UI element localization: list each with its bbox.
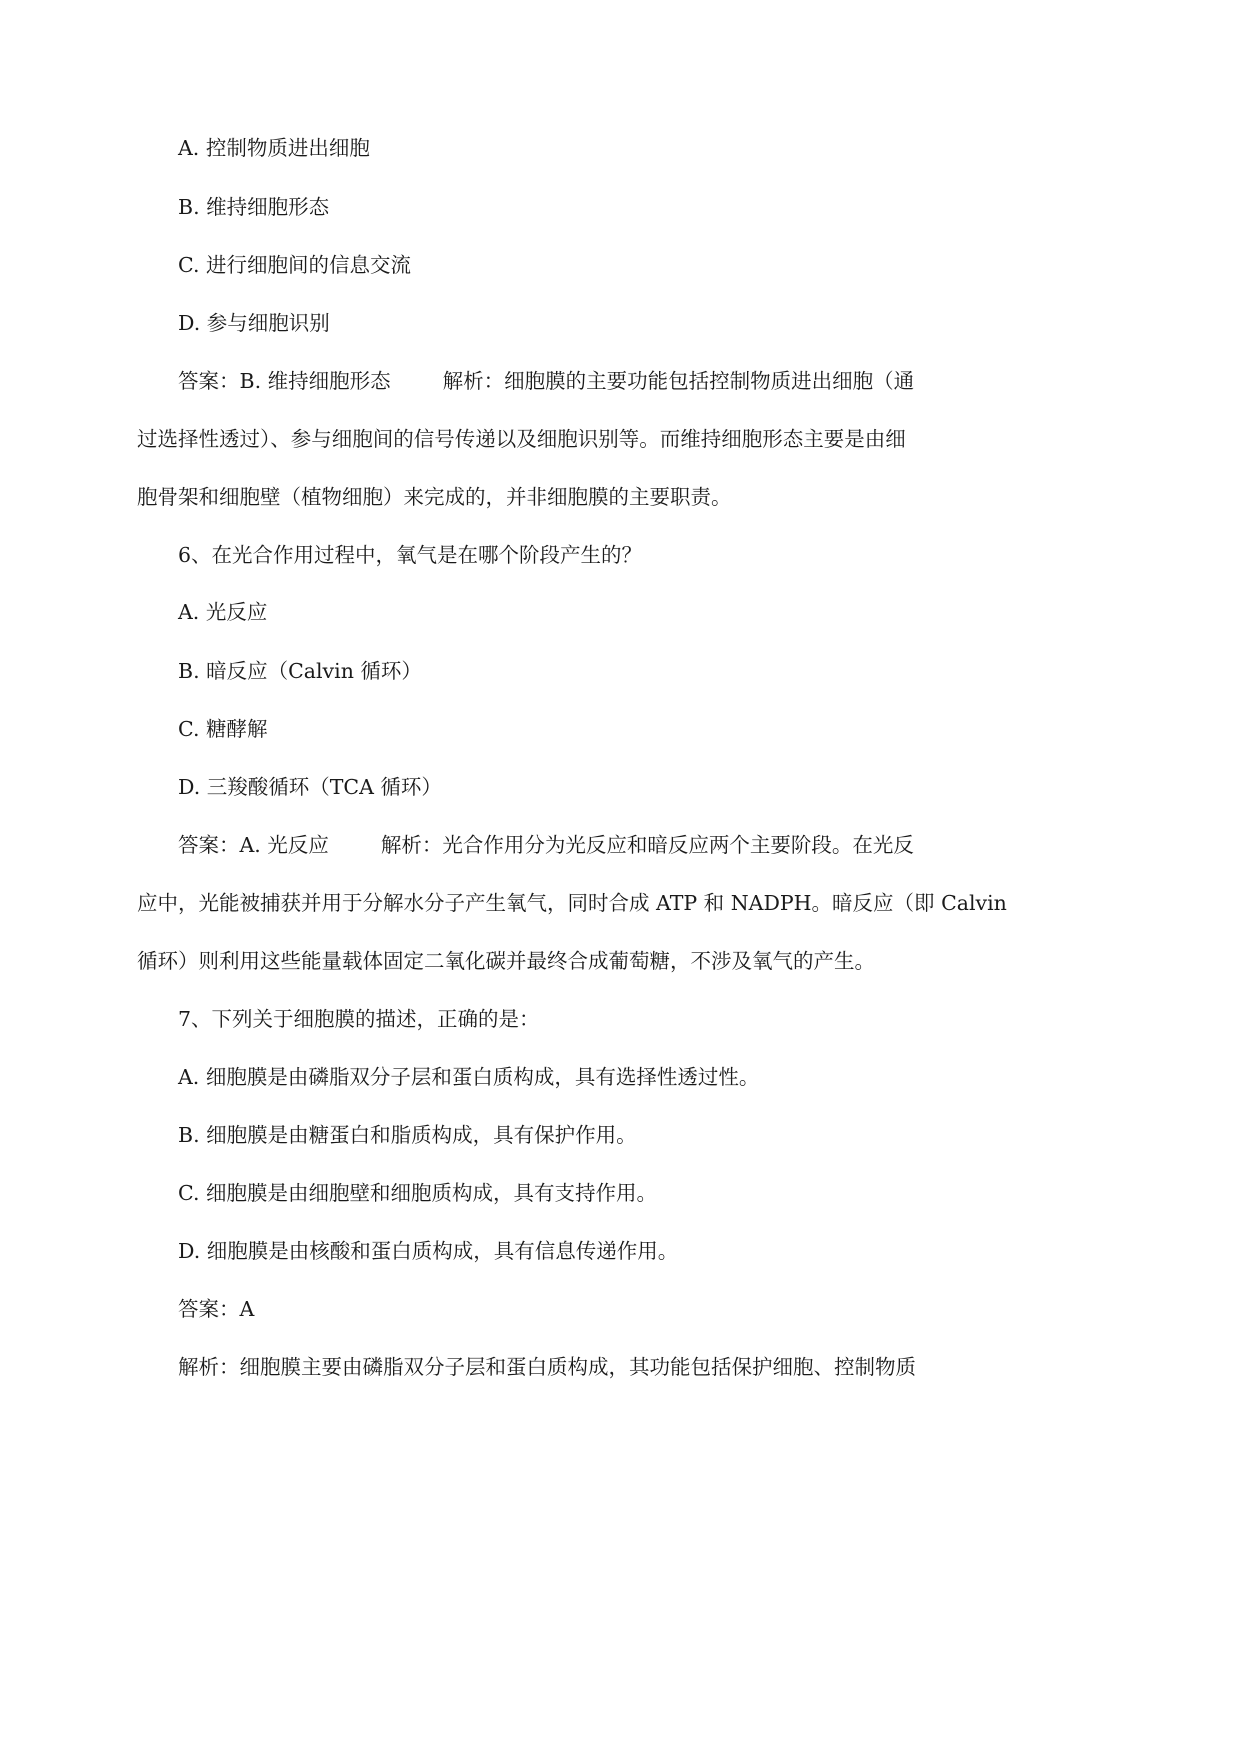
q5-analysis-line-2: 过选择性透过）、参与细胞间的信号传递以及细胞识别等。而维持细胞形态主要是由细 bbox=[137, 427, 906, 451]
q6-option-a: A. 光反应 bbox=[178, 600, 268, 624]
q5-answer-line bbox=[178, 366, 914, 396]
q7-analysis-line-1: 解析：细胞膜主要由磷脂双分子层和蛋白质构成，其功能包括保护细胞、控制物质 bbox=[178, 1355, 916, 1379]
q5-answer: 答案：B. 维持细胞形态 bbox=[178, 369, 391, 393]
q7-option-b: B. 细胞膜是由糖蛋白和脂质构成，具有保护作用。 bbox=[178, 1123, 637, 1147]
q5-option-c: C. 进行细胞间的信息交流 bbox=[178, 253, 411, 277]
q5-analysis-line-3: 胞骨架和细胞壁（植物细胞）来完成的，并非细胞膜的主要职责。 bbox=[137, 485, 732, 509]
q5-option-b: B. 维持细胞形态 bbox=[178, 195, 330, 219]
q6-analysis-line-3: 循环）则利用这些能量载体固定二氧化碳并最终合成葡萄糖，不涉及氧气的产生。 bbox=[137, 949, 875, 973]
q6-analysis-line-2: 应中，光能被捕获并用于分解水分子产生氧气，同时合成 ATP 和 NADPH。暗反应（即 Calvin bbox=[137, 891, 1007, 915]
q5-analysis-line-1: 解析：细胞膜的主要功能包括控制物质进出细胞（通 bbox=[442, 369, 915, 393]
q7-option-d: D. 细胞膜是由核酸和蛋白质构成，具有信息传递作用。 bbox=[178, 1239, 679, 1263]
q6-question: 6、在光合作用过程中，氧气是在哪个阶段产生的？ bbox=[178, 543, 643, 567]
q7-option-a: A. 细胞膜是由磷脂双分子层和蛋白质构成，具有选择性透过性。 bbox=[178, 1065, 760, 1089]
q6-option-d: D. 三羧酸循环（TCA 循环） bbox=[178, 775, 442, 799]
q6-answer-line bbox=[178, 830, 914, 860]
q6-answer: 答案：A. 光反应 bbox=[178, 833, 329, 857]
q7-answer: 答案：A bbox=[178, 1297, 255, 1321]
q6-option-c: C. 糖酵解 bbox=[178, 717, 268, 741]
q6-option-b: B. 暗反应（Calvin 循环） bbox=[178, 659, 422, 683]
q7-question: 7、下列关于细胞膜的描述，正确的是： bbox=[178, 1007, 540, 1031]
q5-option-d: D. 参与细胞识别 bbox=[178, 311, 330, 335]
q6-analysis-line-1: 解析：光合作用分为光反应和暗反应两个主要阶段。在光反 bbox=[380, 833, 914, 857]
q5-option-a: A. 控制物质进出细胞 bbox=[178, 136, 370, 160]
q7-option-c: C. 细胞膜是由细胞壁和细胞质构成，具有支持作用。 bbox=[178, 1181, 657, 1205]
